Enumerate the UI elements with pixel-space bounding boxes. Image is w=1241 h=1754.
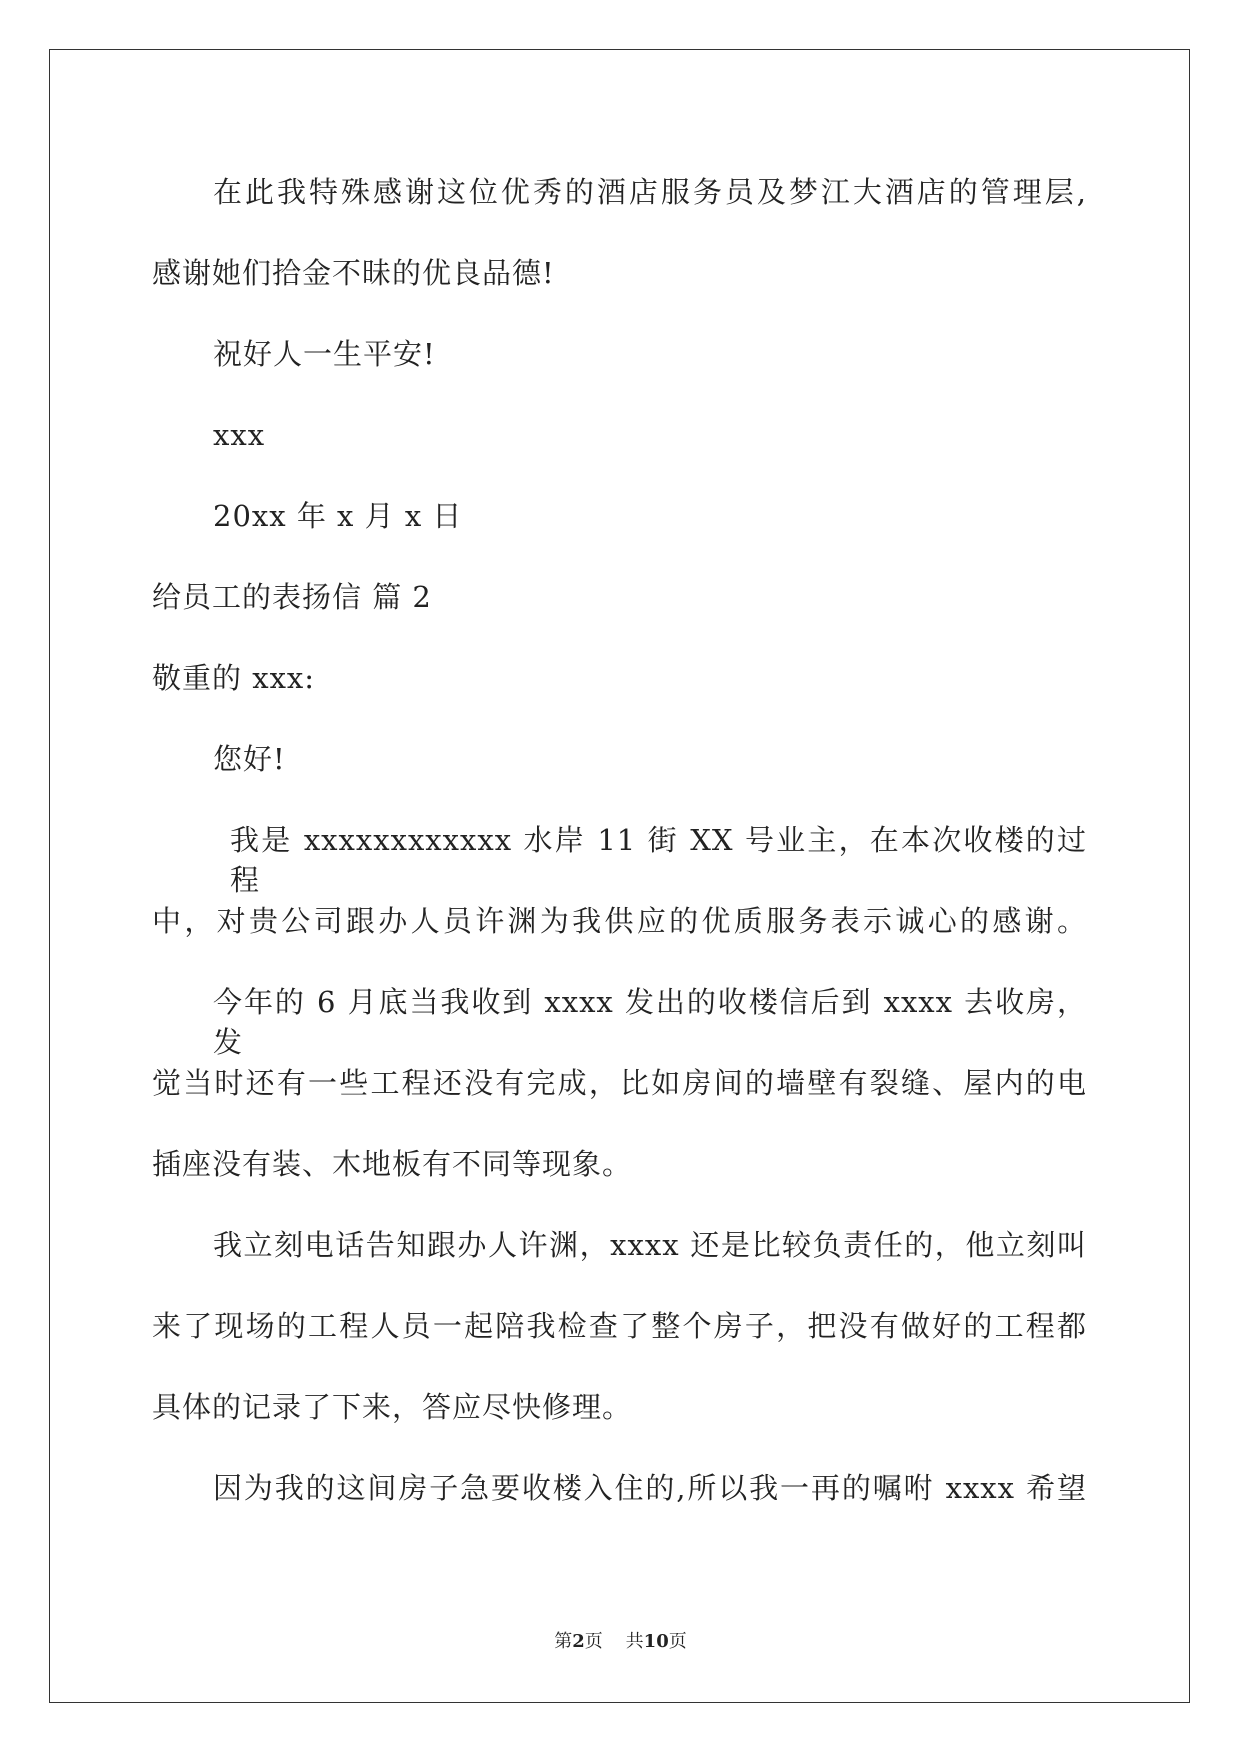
section-heading: 给员工的表扬信 篇 2 (152, 580, 432, 614)
footer-page-suffix: 页 (584, 1631, 603, 1652)
footer-total-suffix: 页 (668, 1631, 687, 1652)
paragraph-line: 因为我的这间房子急要收楼入住的,所以我一再的嘱咐 xxxx 希望 (213, 1471, 1087, 1505)
footer-prefix: 第 (554, 1631, 573, 1652)
greeting: 您好! (213, 742, 286, 776)
closing-wish: 祝好人一生平安! (213, 337, 436, 371)
paragraph-line: 来了现场的工程人员一起陪我检查了整个房子，把没有做好的工程都 (152, 1309, 1087, 1343)
paragraph-line: 感谢她们拾金不昧的优良品德! (152, 256, 555, 290)
footer-total-pages: 10 (643, 1631, 669, 1652)
paragraph-line: 中，对贵公司跟办人员许渊为我供应的优质服务表示诚心的感谢。 (152, 904, 1087, 938)
signature-name: xxx (213, 418, 266, 452)
paragraph-line: 插座没有装、木地板有不同等现象。 (152, 1147, 633, 1181)
footer-total-prefix: 共 (625, 1631, 644, 1652)
paragraph-line: 具体的记录了下来，答应尽快修理。 (152, 1390, 633, 1424)
page-footer (0, 1630, 1241, 1654)
paragraph-line: 今年的 6 月底当我收到 xxxx 发出的收楼信后到 xxxx 去收房，发 (213, 985, 1087, 1059)
signature-date: 20xx 年 x 月 x 日 (213, 499, 463, 533)
paragraph-line: 觉当时还有一些工程还没有完成，比如房间的墙壁有裂缝、屋内的电 (152, 1066, 1087, 1100)
paragraph-line: 在此我特殊感谢这位优秀的酒店服务员及梦江大酒店的管理层, (213, 175, 1087, 209)
paragraph-line: 我是 xxxxxxxxxxxx 水岸 11 街 XX 号业主，在本次收楼的过程 (230, 823, 1087, 897)
paragraph-line: 我立刻电话告知跟办人许渊，xxxx 还是比较负责任的，他立刻叫 (213, 1228, 1087, 1262)
footer-page-number: 2 (572, 1631, 585, 1652)
salutation: 敬重的 xxx: (152, 661, 316, 695)
